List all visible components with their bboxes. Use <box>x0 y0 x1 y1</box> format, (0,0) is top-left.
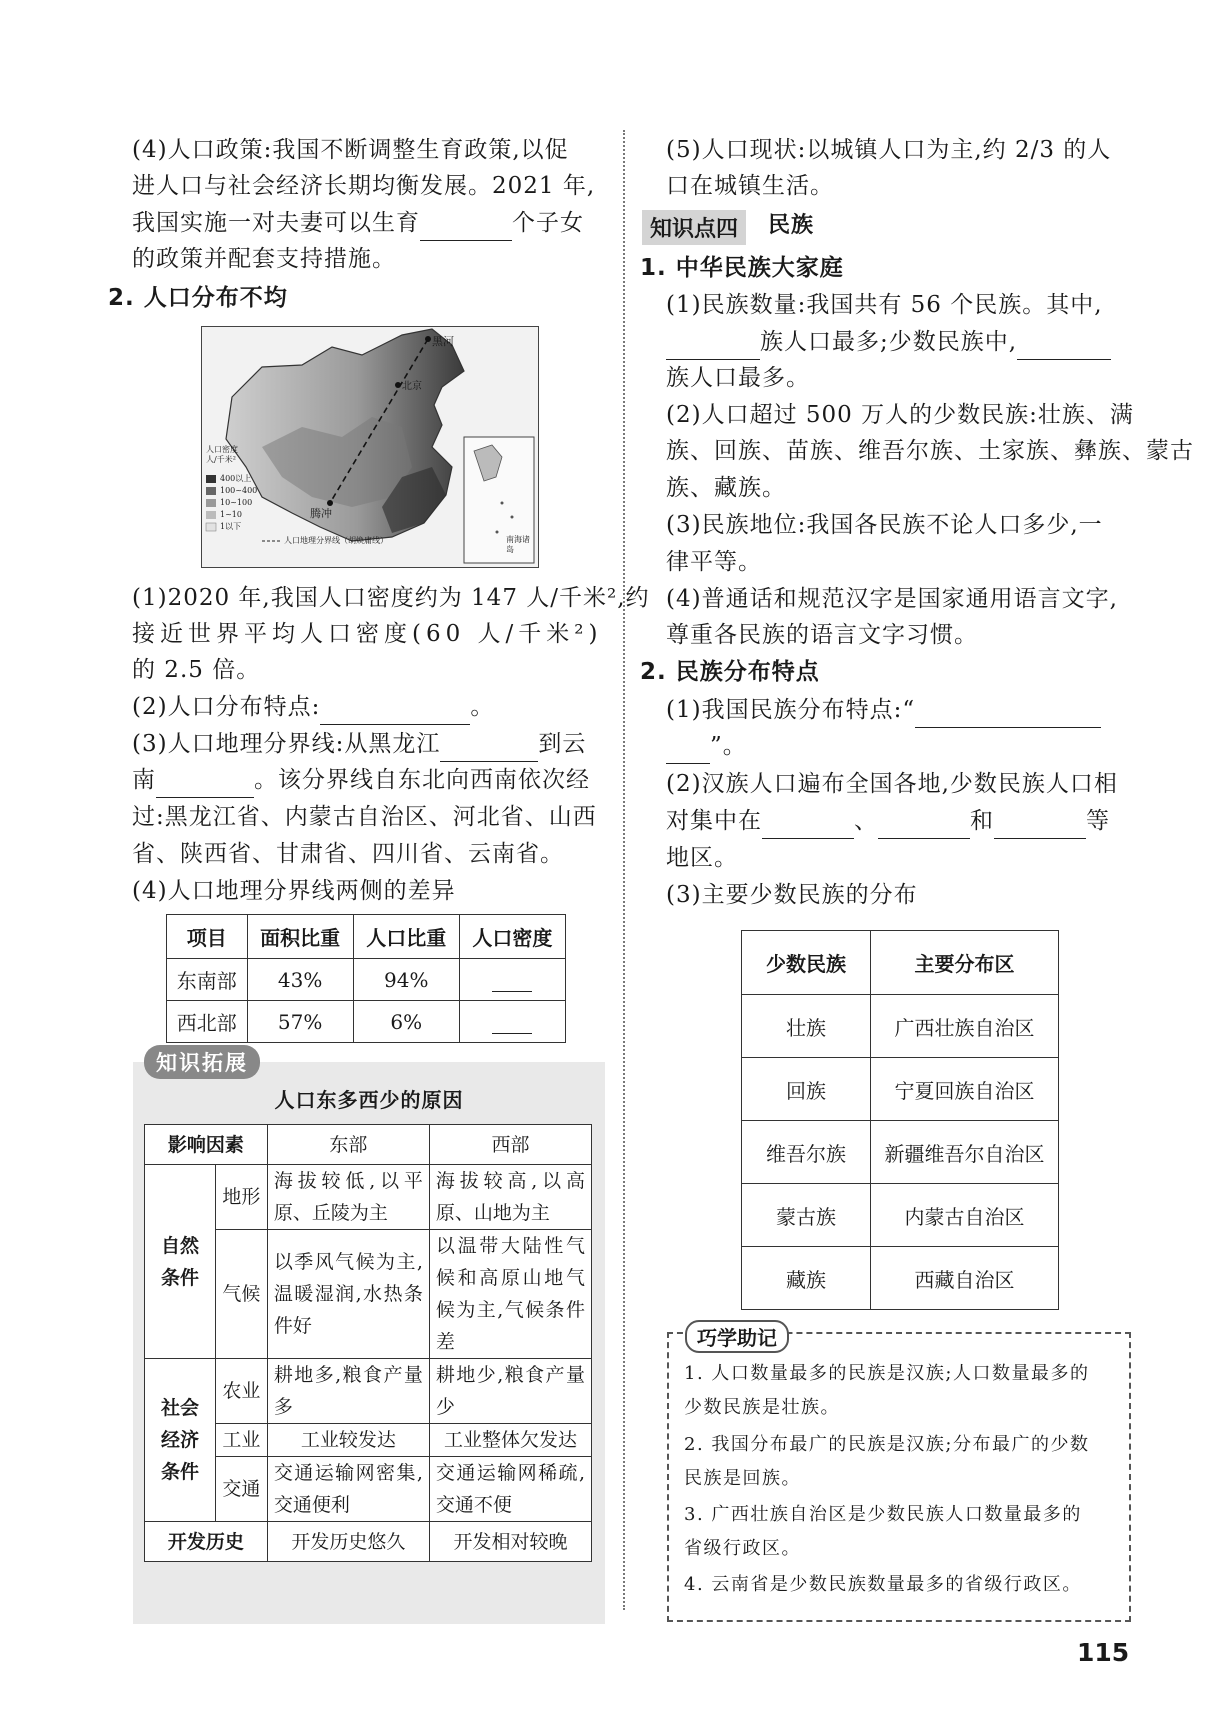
memory-tips-tag: 巧学助记 <box>685 1320 789 1353</box>
s2-line3: 地区。 <box>666 845 738 871</box>
table-row: 壮族 广西壮族自治区 <box>742 995 1059 1058</box>
q4-heading: (4)人口地理分界线两侧的差异 <box>132 878 456 904</box>
map-legend-items: 400以上 100~400 10~100 1~10 1以下 <box>220 474 258 531</box>
density-blank-cell[interactable] <box>459 1001 565 1043</box>
s1-blank-2[interactable] <box>666 737 710 764</box>
para-policy-line4: 的政策并配套支持措施。 <box>132 246 396 272</box>
policy-text-end: 个子女 <box>512 210 584 236</box>
knowledge-point-label: 知识点四 <box>642 210 746 245</box>
p5-line2: 口在城镇生活。 <box>666 173 834 199</box>
knowledge-extension-tag: 知识拓展 <box>144 1045 260 1079</box>
r4-line2: 尊重各民族的语言文字习惯。 <box>666 622 978 648</box>
q3-text-4: 。该分界线自东北向西南依次经 <box>254 767 590 793</box>
p5-line1: (5)人口现状:以城镇人口为主,约 2/3 的人 <box>666 137 1112 163</box>
ext-trans: 交通 <box>215 1457 267 1522</box>
column-divider <box>623 130 625 1610</box>
ext-trans-west: 交通运输网稀疏,交通不便 <box>429 1457 591 1522</box>
difference-table <box>166 914 566 1043</box>
extension-title: 人口东多西少的原因 <box>274 1088 464 1112</box>
q3-text: (3)人口地理分界线:从黑龙江 <box>132 731 441 757</box>
knowledge-point-title: 民族 <box>768 213 815 238</box>
r3-line2: 律平等。 <box>666 549 762 575</box>
s2-line1: (2)汉族人口遍布全国各地,少数民族人口相 <box>666 771 1118 797</box>
r1-text: 族人口最多;少数民族中, <box>760 329 1018 355</box>
r2-line1: (2)人口超过 500 万人的少数民族:壮族、满 <box>666 402 1134 428</box>
r4-line1: (4)普通话和规范汉字是国家通用语言文字, <box>666 586 1118 612</box>
table-row: 蒙古族 内蒙古自治区 <box>742 1184 1059 1247</box>
table-header: 项目 <box>167 915 248 959</box>
table-cell: 东南部 <box>167 959 248 1001</box>
table-header: 主要分布区 <box>871 931 1059 995</box>
map-label-beijing: 北京 <box>402 381 422 392</box>
s2-blank-2[interactable] <box>878 812 970 839</box>
r1-line2 <box>666 324 1111 360</box>
section-heading-family: 1. 中华民族大家庭 <box>640 255 844 281</box>
r2-line3: 族、藏族。 <box>666 475 786 501</box>
ext-natural: 自然条件 <box>145 1165 216 1359</box>
ext-hist: 开发历史 <box>145 1522 268 1562</box>
tip-3: 3. 广西壮族自治区是少数民族人口数量最多的 省级行政区。 <box>684 1504 1082 1559</box>
r1-line1: (1)民族数量:我国共有 56 个民族。其中, <box>666 292 1103 318</box>
table-header: 面积比重 <box>247 915 353 959</box>
q3-text-2: 到云 <box>538 731 587 757</box>
table-row <box>167 959 566 1001</box>
table-row <box>145 1522 592 1562</box>
table-header: 人口密度 <box>459 915 565 959</box>
map-label-nanhai: 南海诸岛 <box>506 535 530 554</box>
r1-blank-zhuang[interactable] <box>1017 333 1111 360</box>
population-density-map <box>201 326 539 568</box>
r1-line3: 族人口最多。 <box>666 365 810 391</box>
table-header: 少数民族 <box>742 931 871 995</box>
ext-header-factor: 影响因素 <box>145 1125 268 1165</box>
table-row <box>145 1359 592 1424</box>
tip-1: 1. 人口数量最多的民族是汉族;人口数量最多的 少数民族是壮族。 <box>684 1363 1090 1418</box>
ext-ind-west: 工业整体欠发达 <box>429 1424 591 1457</box>
q2-text: (2)人口分布特点: <box>132 694 321 720</box>
ext-hist-west: 开发相对较晚 <box>429 1522 591 1562</box>
r1-blank-han[interactable] <box>666 333 760 360</box>
q2-line <box>132 689 494 725</box>
ext-header-east: 东部 <box>267 1125 429 1165</box>
table-cell: 6% <box>353 1001 459 1043</box>
q3-blank-heilongjiang[interactable] <box>440 735 538 762</box>
section-heading-distribution: 2. 人口分布不均 <box>108 285 288 311</box>
ext-hist-east: 开发历史悠久 <box>267 1522 429 1562</box>
table-cell: 西北部 <box>167 1001 248 1043</box>
ext-agri-west: 耕地少,粮食产量少 <box>429 1359 591 1424</box>
table-row: 维吾尔族 新疆维吾尔自治区 <box>742 1121 1059 1184</box>
ext-header-west: 西部 <box>429 1125 591 1165</box>
para-policy-line2: 进人口与社会经济长期均衡发展。2021 年, <box>132 173 596 199</box>
q3-text-3: 南 <box>132 767 156 793</box>
q1-line1: (1)2020 年,我国人口密度约为 147 人/千米²,约 <box>132 585 650 611</box>
s3-heading: (3)主要少数民族的分布 <box>666 882 918 908</box>
s2-line2: 对集中在 、 和 等 <box>666 803 1110 839</box>
page-number: 115 <box>1077 1638 1130 1667</box>
ext-social: 社会经济条件 <box>145 1359 216 1522</box>
ext-climate-east: 以季风气候为主,温暖湿润,水热条件好 <box>267 1230 429 1359</box>
ext-terrain-west: 海拔较高,以高原、山地为主 <box>429 1165 591 1230</box>
table-row <box>145 1165 592 1230</box>
table-cell: 43% <box>247 959 353 1001</box>
table-row <box>167 1001 566 1043</box>
s1-text: (1)我国民族分布特点:“ <box>666 697 916 723</box>
s2-blank-3[interactable] <box>994 812 1086 839</box>
q3-line2 <box>132 762 590 798</box>
ext-trans-east: 交通运输网密集,交通便利 <box>267 1457 429 1522</box>
tip-4: 4. 云南省是少数民族数量最多的省级行政区。 <box>684 1574 1082 1595</box>
ext-ind: 工业 <box>215 1424 267 1457</box>
r3-line1: (3)民族地位:我国各民族不论人口多少,一 <box>666 512 1103 538</box>
q3-blank-yunnan[interactable] <box>156 771 254 798</box>
tip-2: 2. 我国分布最广的民族是汉族;分布最广的少数 民族是回族。 <box>684 1434 1090 1489</box>
q2-blank[interactable] <box>320 698 470 725</box>
s1-blank[interactable] <box>915 701 1101 728</box>
map-label-tengchong: 腾冲 <box>310 507 332 520</box>
map-label-heihe: 黑河 <box>432 335 454 348</box>
table-header: 人口比重 <box>353 915 459 959</box>
s2-text: 对集中在 <box>666 808 762 834</box>
table-cell: 57% <box>247 1001 353 1043</box>
ext-climate: 气候 <box>215 1230 267 1359</box>
para-policy-line1: (4)人口政策:我国不断调整生育政策,以促 <box>132 137 569 163</box>
q3-line4: 省、陕西省、甘肃省、四川省、云南省。 <box>132 841 564 867</box>
q2-end: 。 <box>470 694 495 720</box>
ethnic-distribution-table <box>741 930 1059 1310</box>
ext-agri-east: 耕地多,粮食产量多 <box>267 1359 429 1424</box>
para-policy-line3 <box>132 205 584 241</box>
ext-terrain-east: 海拔较低,以平原、丘陵为主 <box>267 1165 429 1230</box>
s1-end: ”。 <box>710 733 747 759</box>
ext-ind-east: 工业较发达 <box>267 1424 429 1457</box>
ext-agri: 农业 <box>215 1359 267 1424</box>
policy-blank[interactable] <box>420 214 512 241</box>
ext-climate-west: 以温带大陆性气候和高原山地气候为主,气候条件差 <box>429 1230 591 1359</box>
extension-table <box>144 1124 592 1562</box>
table-cell: 94% <box>353 959 459 1001</box>
table-row: 藏族 西藏自治区 <box>742 1247 1059 1310</box>
q3-line1 <box>132 726 586 762</box>
r2-line2: 族、回族、苗族、维吾尔族、土家族、彝族、蒙古 <box>666 438 1194 464</box>
map-line-legend: 人口地理分界线（胡焕庸线） <box>284 536 388 545</box>
q3-line3: 过:黑龙江省、内蒙古自治区、河北省、山西 <box>132 804 597 830</box>
s1-line1 <box>666 692 1101 728</box>
map-legend-title: 人口密度 人/千米² <box>206 445 238 464</box>
policy-text: 我国实施一对夫妻可以生育 <box>132 210 420 236</box>
density-blank-cell[interactable] <box>459 959 565 1001</box>
table-row: 回族 宁夏回族自治区 <box>742 1058 1059 1121</box>
ext-terrain: 地形 <box>215 1165 267 1230</box>
q1-line2: 接近世界平均人口密度(60 人/千米²) <box>132 621 603 647</box>
s1-line2 <box>666 728 747 764</box>
s2-blank-1[interactable] <box>762 812 854 839</box>
q1-line3: 的 2.5 倍。 <box>132 657 261 683</box>
section-heading-ethnic-distribution: 2. 民族分布特点 <box>640 659 820 685</box>
